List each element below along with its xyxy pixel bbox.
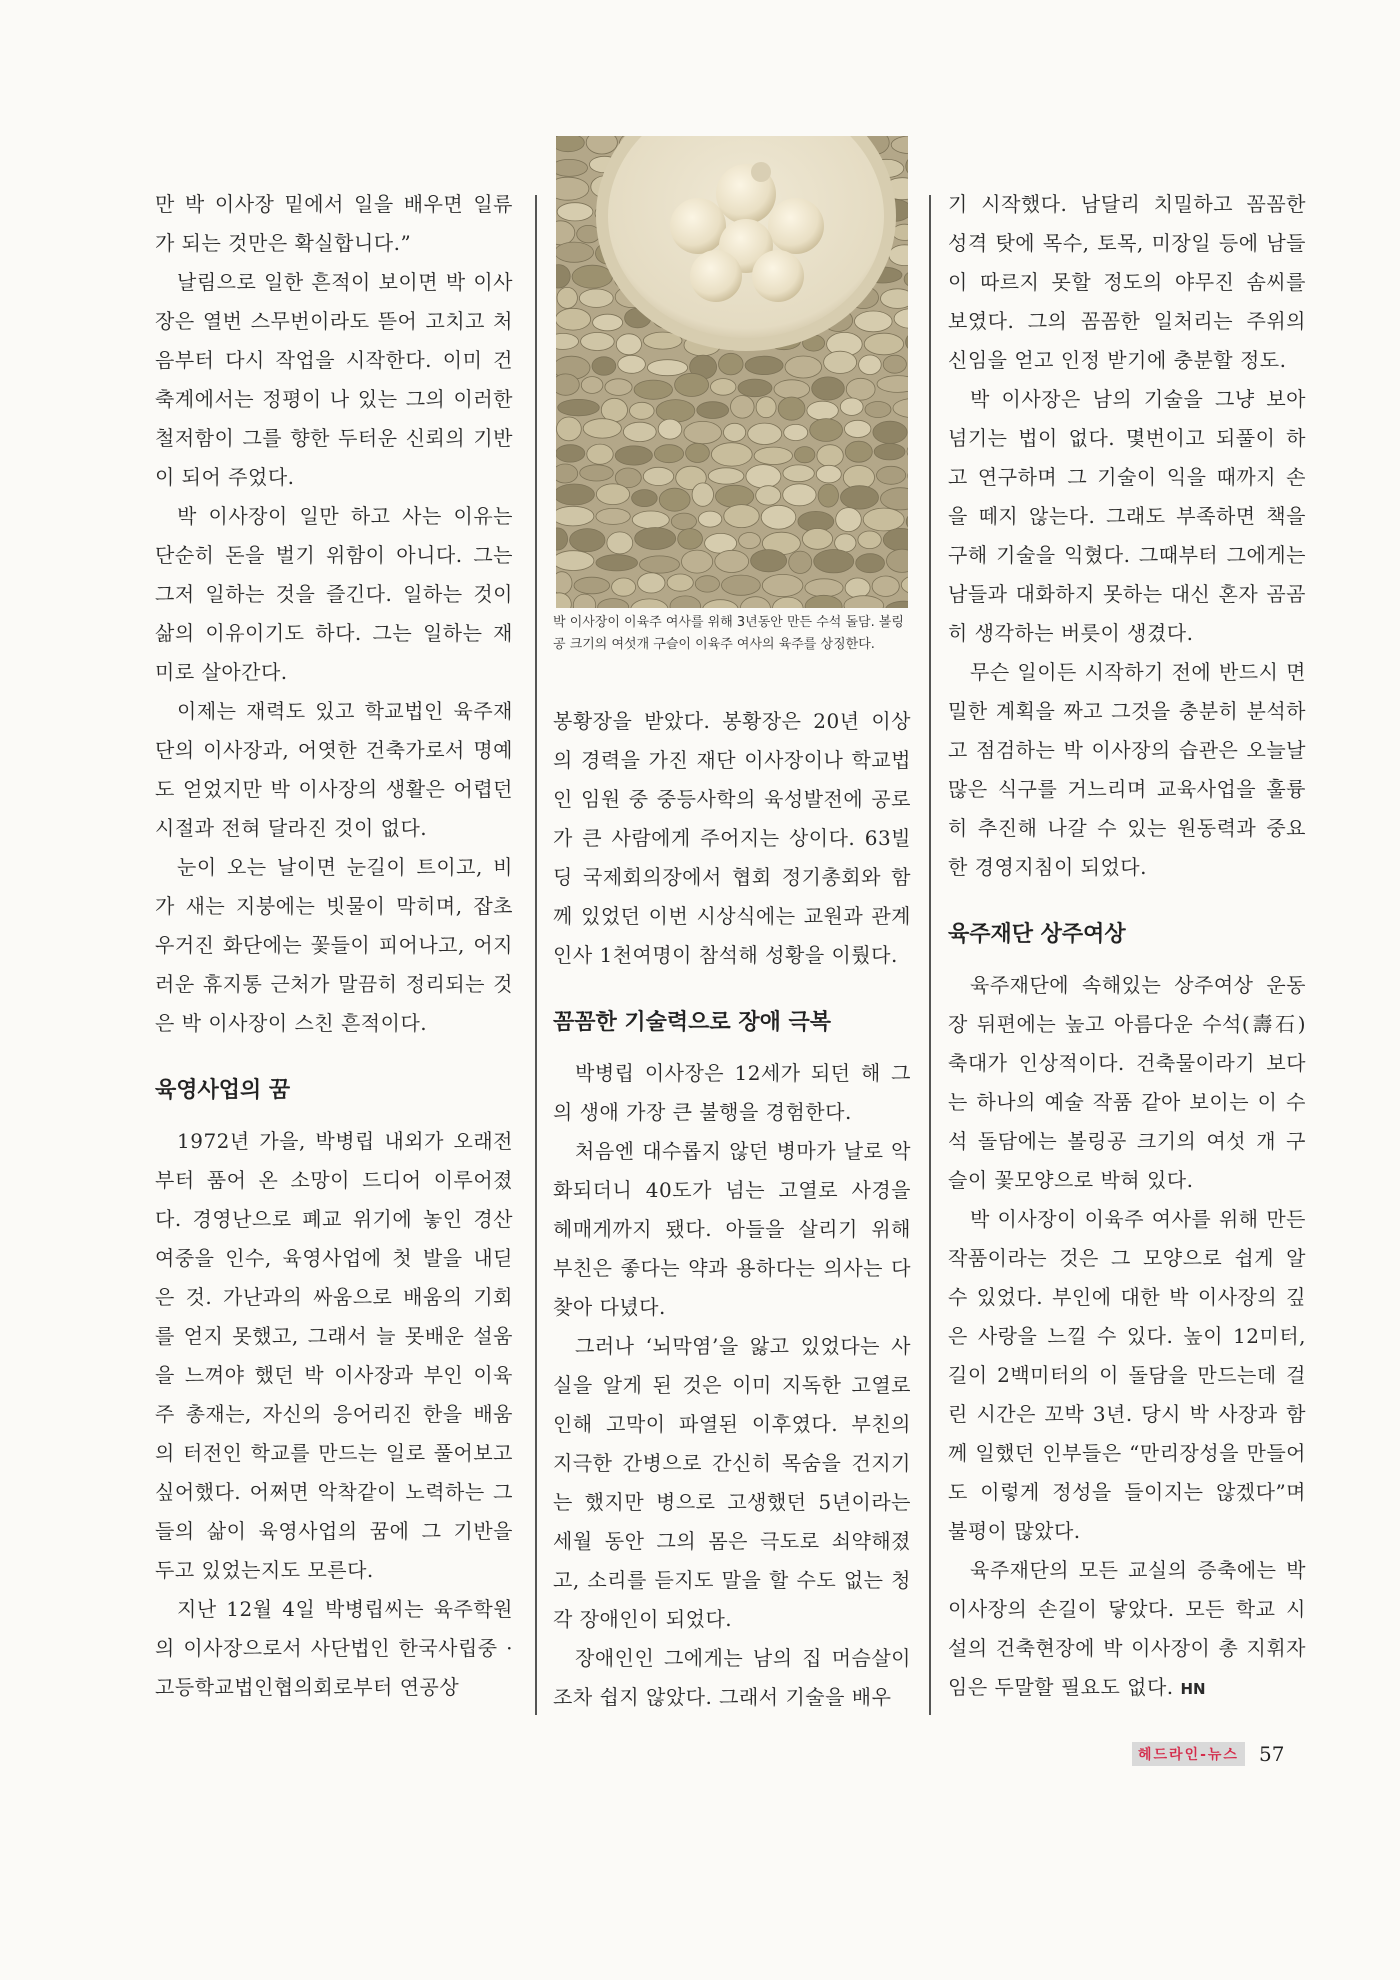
cobblestone: [724, 423, 746, 441]
cobblestone: [556, 159, 588, 176]
cobblestone: [855, 311, 893, 332]
cobblestone: [638, 573, 665, 593]
cobblestone: [581, 333, 615, 351]
cobblestone: [671, 513, 696, 530]
cobblestone: [858, 531, 881, 549]
cobblestone: [751, 550, 787, 572]
cobblestone: [658, 419, 682, 439]
cobblestone: [580, 465, 614, 481]
cobblestone: [630, 402, 655, 419]
middle-column: [553, 702, 911, 1717]
cobblestone: [754, 447, 792, 464]
cobblestone: [623, 422, 656, 441]
body-paragraph: 장애인인 그에게는 남의 집 머슴살이조차 쉽지 않았다. 그래서 기술을 배우: [553, 1646, 911, 1709]
cobblestone: [748, 423, 782, 444]
cobblestone: [667, 574, 693, 591]
body-paragraph: 처음엔 대수롭지 않던 병마가 날로 악화되더니 40도가 넘는 고열로 사경을 헤매게까지 됐다. 아들을 살리기 위해 부친은 좋다는 약과 용하다는 의사는 다 찾아 다녔다.: [553, 1139, 911, 1319]
cobblestone: [647, 360, 687, 376]
cobblestone: [592, 357, 616, 375]
cobblestone: [656, 400, 695, 422]
cobblestone: [872, 576, 899, 596]
cobblestone: [883, 355, 906, 373]
cobblestone: [877, 466, 906, 484]
cobblestone: [812, 377, 845, 400]
cobblestone: [577, 225, 600, 242]
cobblestone: [835, 534, 856, 552]
cobblestone: [716, 485, 754, 507]
cobblestone: [570, 529, 605, 552]
cobblestone: [715, 550, 749, 572]
cobblestone: [612, 578, 636, 596]
body-paragraph: 무슨 일이든 시작하기 전에 반드시 면밀한 계획을 짜고 그것을 충분히 분석하고 점검하는 박 이사장의 습관은 오늘날 많은 식구를 거느리며 교육사업을 훌륭히 추진해 나갈 수 있는 원동력과 중요한 경영지침이 되었다.: [948, 660, 1306, 879]
cobblestone: [556, 242, 594, 262]
cobblestone: [618, 355, 646, 373]
cobblestone: [711, 379, 736, 396]
cobblestone: [774, 380, 810, 399]
column-divider: [535, 195, 537, 1715]
cobblestone: [731, 396, 755, 419]
cobblestone: [817, 445, 843, 467]
stone-ball: [690, 250, 742, 302]
cobblestone: [724, 505, 759, 528]
cobblestone: [778, 397, 805, 420]
body-paragraph: 만 박 이사장 밑에서 일을 배우면 일류가 되는 것만은 확실합니다.”: [155, 192, 513, 255]
cobblestone: [845, 441, 872, 462]
cobblestone: [697, 402, 729, 419]
cobblestone: [756, 486, 781, 505]
body-paragraph: 날림으로 일한 흔적이 보이면 박 이사장은 열번 스무번이라도 뜯어 고치고 처음부터 다시 작업을 시작한다. 이미 건축계에서는 정평이 나 있는 그의 이러한 철저함이 그를 향한 두터운 신뢰의 기반이 되어 주었다.: [155, 270, 513, 489]
cobblestone: [745, 356, 783, 374]
stone-ball-small: [751, 162, 771, 182]
cobblestone: [556, 484, 594, 505]
cobblestone: [634, 380, 672, 399]
cobblestone: [818, 484, 838, 507]
cobblestone: [864, 333, 903, 355]
cobblestone: [675, 373, 709, 396]
cobblestone: [682, 550, 713, 573]
cobblestone: [556, 308, 591, 330]
cobblestone: [587, 444, 613, 464]
cobblestone: [556, 572, 572, 595]
cobblestone: [556, 374, 579, 395]
body-paragraph: 박 이사장이 이육주 여사를 위해 만든 작품이라는 것은 그 모양으로 쉽게 알 수 있었다. 부인에 대한 박 이사장의 깊은 사랑을 느낄 수 있다. 높이 12미터, 길이 2백미터의 이 돌담을 만드는데 걸린 시간은 꼬박 3년. 당시 박 사장과 함께 일했던 인부들은 “만리장성을 만들어도 이렇게 정성을 들이지는 않겠다”며 불평이 많았다.: [948, 1207, 1306, 1543]
cobblestone: [711, 443, 752, 466]
body-paragraph: 지난 12월 4일 박병립씨는 육주학원의 이사장으로서 사단법인 한국사립중 · 고등학교법인협의회로부터 연공상: [155, 1597, 513, 1699]
section-heading: 육영사업의 꿈: [155, 1078, 291, 1103]
body-paragraph: 박 이사장이 일만 하고 사는 이유는 단순히 돈을 벌기 위함이 아니다. 그는 그저 일하는 것을 즐긴다. 일하는 것이 삶의 이유이기도 하다. 그는 일하는 재미로 살아간다.: [155, 504, 513, 684]
cobblestone: [856, 554, 885, 573]
cobblestone: [557, 203, 593, 221]
cobblestone: [574, 577, 610, 594]
right-column: [948, 185, 1306, 1709]
cobblestone: [616, 334, 641, 355]
cobblestone: [836, 508, 862, 532]
body-paragraph: 박병립 이사장은 12세가 되던 해 그의 생애 가장 큰 불행을 경험한다.: [553, 1061, 911, 1124]
cobblestone: [692, 483, 713, 506]
section-heading: 꼼꼼한 기술력으로 장애 극복: [553, 1010, 832, 1035]
cobblestone: [558, 399, 600, 415]
cobblestone: [596, 555, 638, 571]
body-paragraph: 1972년 가을, 박병립 내외가 오래전부터 품어 온 소망이 드디어 이루어졌다. 경영난으로 폐교 위기에 놓인 경산여중을 인수, 육영사업에 첫 발을 내딛은 것. 가난과의 싸움으로 배움의 기회를 얻지 못했고, 그래서 늘 못배운 설움을 느껴야 했던 박 이사장과 부인 이육주 총재는, 자신의 응어리진 한을 배움의 터전인 학교를 만드는 일로 풀어보고 싶어했다. 어쩌면 악착같이 노력하는 그들의 삶이 육영사업의 꿈에 그 기반을 두고 있었는지도 모른다.: [155, 1129, 513, 1582]
cobblestone: [873, 421, 907, 443]
cobblestone: [593, 314, 623, 331]
page-footer: [1132, 1740, 1284, 1768]
left-column: [155, 185, 513, 1707]
page-number: 57: [1258, 1742, 1285, 1766]
cobblestone: [807, 401, 838, 420]
stone-ball: [670, 198, 726, 254]
cobblestone: [596, 484, 629, 505]
stone-wall-image: [556, 136, 908, 608]
cobblestone: [605, 379, 632, 396]
cobblestone: [678, 529, 703, 550]
cobblestone: [684, 421, 722, 443]
cobblestone: [762, 574, 803, 596]
body-paragraph: 눈이 오는 날이면 눈길이 트이고, 비가 새는 지붕에는 빗물이 막히며, 잡초 우거진 화단에는 꽃들이 피어나고, 어지러운 휴지통 근처가 말끔히 정리되는 것은 박 이사장이 스친 흔적이다.: [155, 855, 513, 1035]
cobblestone: [841, 486, 879, 509]
cobblestone: [783, 484, 816, 506]
cobblestone: [695, 576, 719, 592]
cobblestone: [845, 420, 871, 437]
cobblestone: [739, 533, 761, 549]
cobblestone: [805, 579, 843, 597]
body-paragraph: 봉황장을 받았다. 봉황장은 20년 이상의 경력을 가진 재단 이사장이나 학교법인 임원 중 중등사학의 육성발전에 공로가 큰 사람에게 주어지는 상이다. 63빌딩 국제회의장에서 협회 정기총회와 함께 있었던 이번 시상식에는 교원과 관계 인사 1천여명이 참석해 성황을 이뤘다.: [553, 709, 911, 967]
cobblestone: [783, 465, 814, 482]
cobblestone: [738, 379, 772, 397]
cobblestone: [615, 446, 652, 465]
cobblestone: [607, 532, 633, 554]
cobblestone: [632, 511, 669, 529]
cobblestone: [756, 397, 776, 418]
body-paragraph: 기 시작했다. 남달리 치밀하고 꼼꼼한 성격 탓에 목수, 토목, 미장일 등에 남들이 따르지 못할 정도의 야무진 솜씨를 보였다. 그의 꼼꼼한 일처리는 주위의 신임을 얻고 인정 받기에 충분할 정도.: [948, 192, 1306, 372]
cobblestone: [686, 443, 710, 462]
cobblestone: [784, 424, 808, 440]
end-mark: HN: [1180, 1680, 1206, 1698]
cobblestone: [556, 464, 578, 483]
cobblestone: [583, 419, 621, 438]
stone-wall-photo: [556, 136, 908, 608]
cobblestone: [874, 444, 905, 460]
cobblestone: [881, 289, 909, 309]
cobblestone: [632, 490, 658, 507]
cobblestone: [643, 467, 673, 485]
cobblestone: [556, 551, 594, 571]
cobblestone: [659, 488, 690, 511]
cobblestone: [708, 468, 744, 484]
cobblestone: [601, 398, 627, 421]
body-paragraph: 박 이사장은 남의 기술을 그냥 보아 넘기는 법이 없다. 몇번이고 되풀이 하고 연구하며 그 기술이 익을 때까지 손을 떼지 않는다. 그래도 부족하면 책을 구해 기술을 익혔다. 그때부터 그에게는 남들과 대화하지 못하는 대신 혼자 곰곰히 생각하는 버릇이 생겼다.: [948, 387, 1306, 645]
cobblestone: [814, 550, 854, 573]
cobblestone: [579, 289, 613, 307]
cobblestone: [596, 508, 630, 524]
cobblestone: [846, 378, 875, 400]
body-paragraph: 그러나 ‘뇌막염’을 앓고 있었다는 사실을 알게 된 것은 이미 지독한 고열로 인해 고막이 파열된 이후였다. 부친의 지극한 간병으로 간신히 목숨을 건지기는 했지만 병으로 고생했던 5년이라는 세월 동안 그의 몸은 극도로 쇠약해졌고, 소리를 듣지도 말을 할 수도 없는 청각 장애인이 되었다.: [553, 1334, 911, 1631]
cobblestone: [810, 419, 843, 442]
cobblestone: [816, 465, 841, 483]
cobblestone: [824, 351, 857, 373]
cobblestone: [722, 575, 761, 595]
cobblestone: [698, 511, 721, 527]
cobblestone: [557, 417, 582, 441]
section-heading: 육주재단 상주여상: [948, 922, 1126, 947]
body-paragraph: [948, 1551, 1306, 1709]
photo-caption: 박 이사장이 이육주 여사를 위해 3년동안 만든 수석 돌담. 볼링공 크기의 여섯개 구슬이 이육주 여사의 육주를 상징한다.: [553, 615, 904, 652]
cobblestone: [556, 506, 594, 526]
cobblestone: [785, 356, 822, 378]
cobblestone: [840, 398, 863, 415]
body-paragraph: 육주재단에 속해있는 상주여상 운동장 뒤편에는 높고 아름다운 수석(壽石) 축대가 인상적이다. 건축물이라기 보다는 하나의 예술 작품 같아 보이는 이 수석 돌담에는 볼링공 크기의 여섯 개 구슬이 꽃모양으로 박혀 있다.: [948, 973, 1306, 1192]
cobblestone: [635, 528, 676, 550]
cobblestone: [859, 355, 882, 375]
cobblestone: [572, 265, 612, 288]
cobblestone: [863, 508, 904, 531]
cobblestone: [865, 402, 891, 418]
final-paragraph-text: 육주재단의 모든 교실의 증축에는 박 이사장의 손길이 닿았다. 모든 학교 시설의 건축현장에 박 이사장이 총 지휘자임은 두말할 필요도 없다.: [948, 1558, 1306, 1699]
cobblestone: [761, 505, 796, 529]
stone-ball: [752, 250, 804, 302]
body-paragraph: 이제는 재력도 있고 학교법인 육주재단의 이사장과, 어엿한 건축가로서 명예도 얻었지만 박 이사장의 생활은 어렵던 시절과 전혀 달라진 것이 없다.: [155, 699, 513, 840]
column-divider: [929, 195, 931, 1715]
publication-name: 헤드라인-뉴스: [1132, 1742, 1245, 1766]
cobblestone: [789, 551, 812, 573]
cobblestone: [746, 465, 781, 488]
cobblestone: [719, 353, 744, 375]
cobblestone: [802, 529, 832, 550]
cobblestone: [795, 447, 815, 463]
cobblestone: [640, 556, 680, 573]
cobblestone: [845, 578, 870, 598]
cobblestone: [581, 377, 603, 394]
stone-ball: [768, 198, 824, 254]
cobblestone: [557, 287, 577, 308]
cobblestone: [654, 445, 683, 463]
cobblestone: [556, 445, 585, 462]
